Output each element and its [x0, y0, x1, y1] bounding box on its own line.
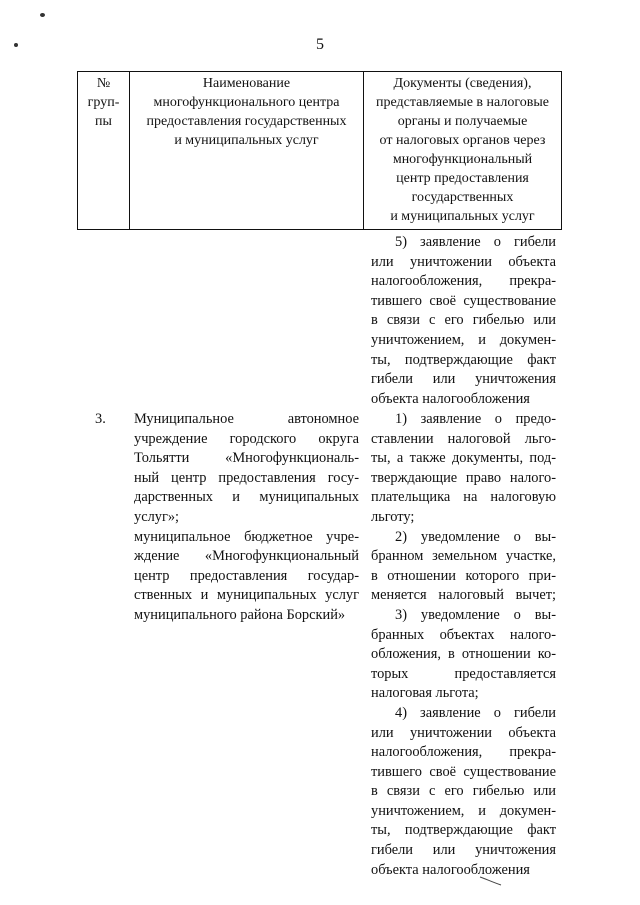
text-line: ждение «Многофункциональный: [134, 548, 359, 565]
text-line: плательщика на налоговую: [371, 489, 556, 506]
text-line: ный центр предоставления госу-: [134, 469, 359, 486]
text-line: налогообложения, прекра-: [371, 273, 556, 290]
group-number: 3.: [95, 411, 106, 427]
header-line: многофункционального центра: [153, 95, 340, 110]
text-line: или уничтожении объекта: [371, 253, 556, 270]
text-line: уничтожением, и докумен-: [371, 802, 556, 819]
text-line: ты, а также документы, под-: [371, 450, 556, 467]
scan-speck: [40, 13, 45, 17]
column-header-documents: [364, 72, 562, 230]
text-line: муниципального района Борский»: [134, 606, 346, 623]
header-line: от налоговых органов через: [379, 133, 546, 148]
text-line: объекта налогообложения: [371, 861, 530, 878]
pen-mark: [478, 874, 504, 888]
text-line: бранном земельном участке,: [371, 548, 556, 565]
text-line: муниципальное бюджетное учре-: [134, 528, 359, 545]
text-line: Муниципальное автономное: [134, 411, 359, 427]
text-line: тившего своё существование: [371, 292, 556, 309]
header-line: многофункциональный: [392, 152, 533, 167]
text-line: ты, подтверждающие факт: [371, 822, 556, 839]
text-line: ставлении налоговой льго-: [371, 430, 556, 447]
header-line: предоставления государственных: [146, 114, 347, 129]
text-line: бранных объектах налого-: [371, 626, 556, 643]
header-line: №: [96, 76, 111, 91]
group3-documents: [371, 410, 556, 880]
header-line: представляемые в налоговые: [376, 95, 549, 110]
column-header-number: [78, 72, 130, 230]
header-line: государственных: [411, 190, 514, 205]
text-line: в отношении которого при-: [371, 567, 556, 584]
header-line: Наименование: [202, 76, 291, 91]
text-line: 2) уведомление о вы-: [395, 528, 556, 545]
header-line: центр предоставления: [396, 171, 529, 186]
column-header-name: [130, 72, 364, 230]
text-line: или уничтожении объекта: [371, 724, 556, 741]
header-line: Документы (сведения),: [393, 76, 532, 91]
text-line: льготу;: [371, 508, 415, 525]
header-line: органы и получаемые: [397, 114, 528, 129]
continuation-documents: [371, 233, 556, 409]
text-line: ственных и муниципальных услуг: [134, 587, 359, 604]
header-line: и муниципальных услуг: [174, 133, 319, 148]
header-line: и муниципальных услуг: [390, 209, 535, 224]
text-line: тившего своё существование: [371, 763, 556, 780]
text-line: в связи с его гибелью или: [371, 312, 556, 329]
text-line: учреждение городского округа: [134, 430, 359, 447]
text-line: гибели или уничтожения: [371, 371, 556, 388]
page-number: 5: [316, 36, 324, 53]
table-header: [77, 71, 562, 230]
text-line: налоговая льгота;: [371, 685, 479, 702]
text-line: гибели или уничтожения: [371, 842, 556, 859]
text-line: меняется налоговый вычет;: [371, 587, 556, 604]
group3-name: [134, 410, 359, 626]
text-line: центр предоставления государ-: [134, 567, 359, 584]
text-line: 5) заявление о гибели: [395, 234, 556, 250]
text-line: объекта налогообложения: [371, 390, 530, 407]
text-line: уничтожением, и докумен-: [371, 331, 556, 348]
text-line: услуг»;: [134, 508, 180, 525]
text-line: 4) заявление о гибели: [395, 704, 556, 721]
text-line: обложения, в отношении ко-: [371, 646, 556, 663]
text-line: дарственных и муниципальных: [134, 489, 359, 506]
text-line: 1) заявление о предо-: [395, 411, 556, 427]
header-line: груп-: [87, 95, 120, 110]
text-line: Тольятти «Многофункциональ-: [134, 450, 359, 467]
text-line: 3) уведомление о вы-: [395, 606, 556, 623]
text-line: ты, подтверждающие факт: [371, 351, 556, 368]
text-line: тверждающие право налого-: [371, 469, 556, 486]
text-line: налогообложения, прекра-: [371, 744, 556, 761]
text-line: торых предоставляется: [371, 665, 556, 682]
header-line: пы: [95, 114, 112, 129]
text-line: в связи с его гибелью или: [371, 783, 556, 800]
